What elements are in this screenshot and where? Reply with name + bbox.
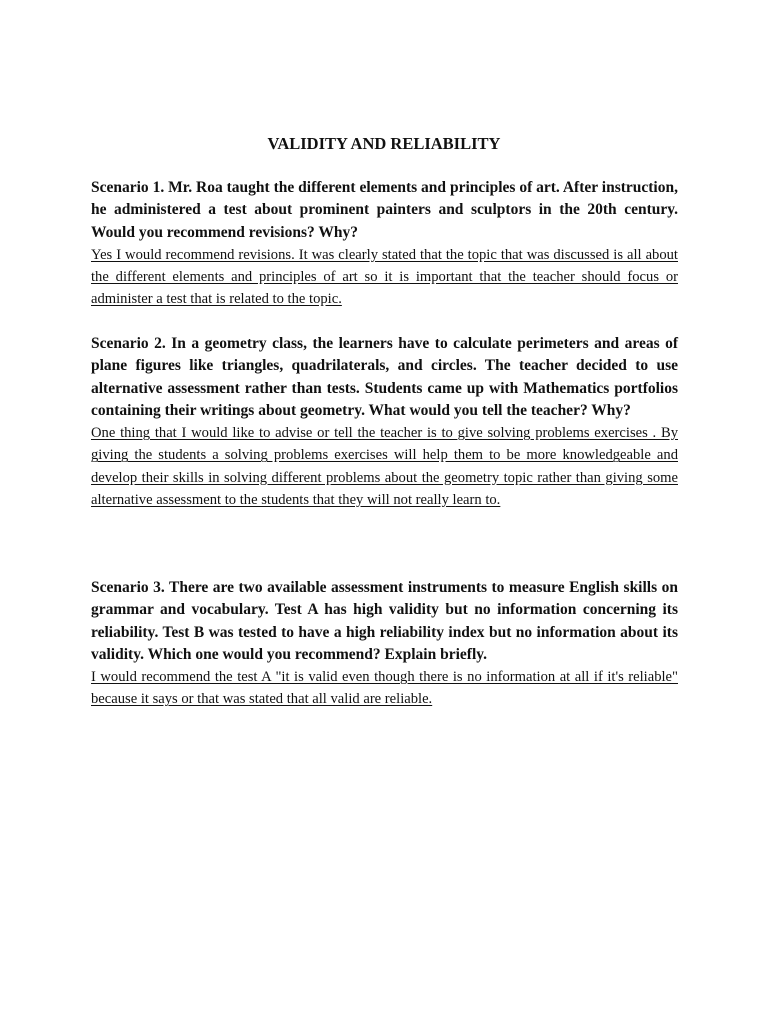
document-title: VALIDITY AND RELIABILITY <box>267 134 501 153</box>
scenario-1 <box>91 177 678 311</box>
scenario-1-question: Scenario 1. Mr. Roa taught the different elements and principles of art. After instruction, he administered a test about prominent painters and sculptors in the 20th century. Would you recommend revisions? Why? <box>91 179 678 241</box>
scenario-3-answer: I would recommend the test A "it is valid even though there is no information at all if it's reliable" because it says or that was stated that all valid are reliable. <box>91 669 678 708</box>
scenario-2-question: Scenario 2. In a geometry class, the learners have to calculate perimeters and areas of plane figures like triangles, quadrilaterals, and circles. The teacher decided to use alternative assessment rather than tests. Students came up with Mathematics portfolios containing their writings about geometry. What would you tell the teacher? Why? <box>91 335 678 419</box>
scenario-2-answer: One thing that I would like to advise or tell the teacher is to give solving problems exercises . By giving the students a solving problems exercises will help them to be more knowledgeable and develop their skills in solving different problems about the geometry topic rather than giving some alternative assessment to the students that they will not really learn to. <box>91 425 678 509</box>
scenario-1-answer: Yes I would recommend revisions. It was clearly stated that the topic that was discussed is all about the different elements and principles of art so it is important that the teacher should focus or administer a test that is related to the topic. <box>91 246 678 308</box>
scenario-3-question: Scenario 3. There are two available assessment instruments to measure English skills on grammar and vocabulary. Test A has high validity but no information concerning its reliability. Test B was tested to have a high reliability index but no information about its validity. Which one would you recommend? Explain briefly. <box>91 579 678 663</box>
scenario-3 <box>91 577 678 711</box>
scenario-2 <box>91 333 678 511</box>
